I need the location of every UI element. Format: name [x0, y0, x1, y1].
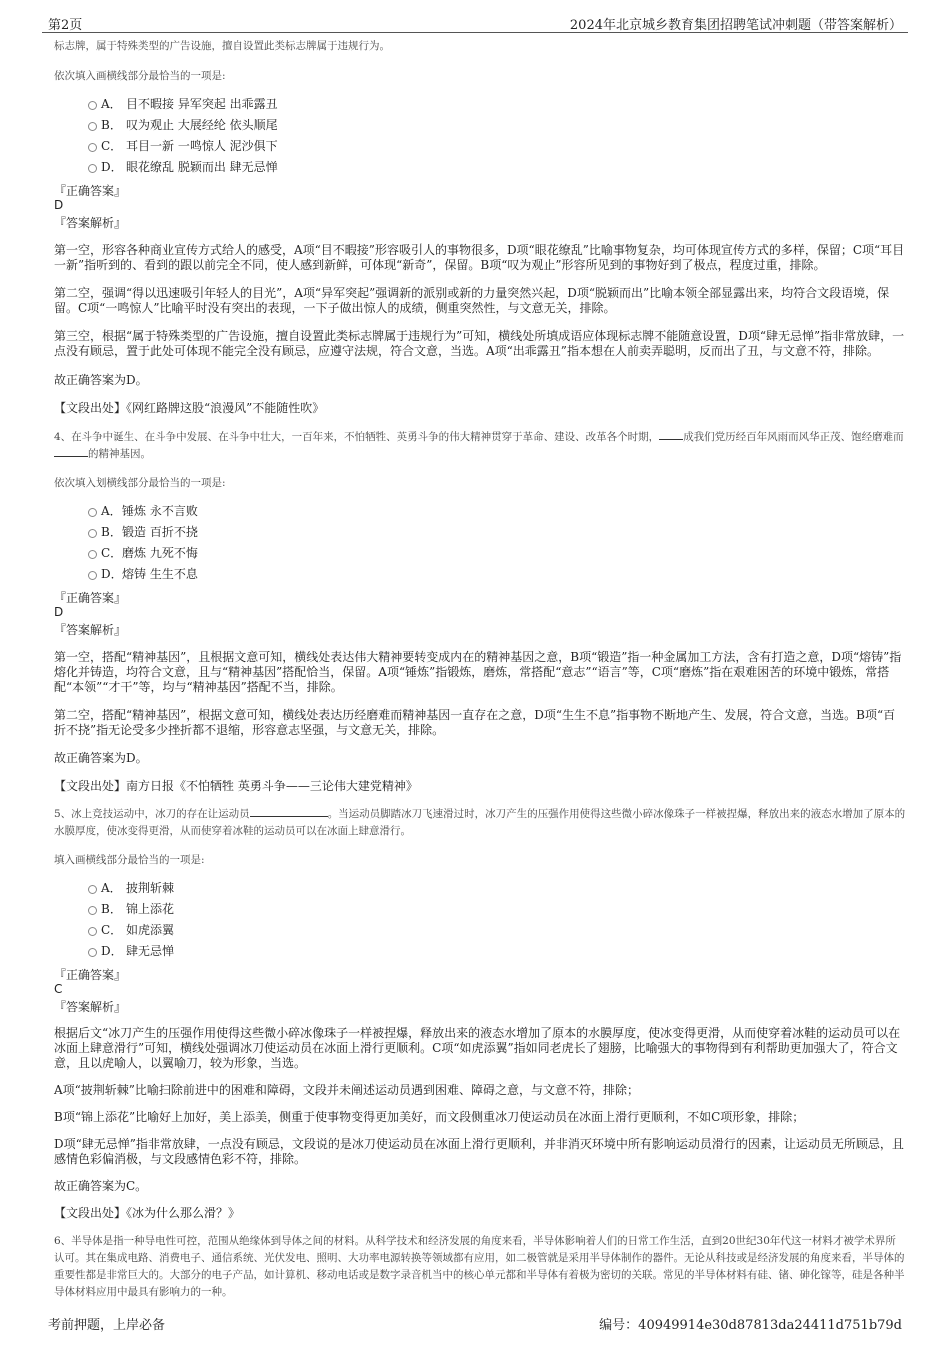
q4-source: 【文段出处】南方日报《不怕牺牲 英勇斗争——三论伟大建党精神》	[54, 779, 418, 793]
q5-conclusion: 故正确答案为C。	[54, 1179, 148, 1193]
radio-icon[interactable]	[88, 550, 97, 559]
q4-analysis-para: 第一空，搭配“精神基因”，且根据文意可知，横线处表达伟大精神要转变成内在的精神基因之意，B项“锻造”指一种金属加工方法，含有打造之意，D项“熔铸”指熔化并铸造，均符合文意，且与“精神基因”搭配恰当，保留。A项“锤炼”指锻炼，磨炼，常搭配“意志”“语言”等，C项“磨炼”指在艰难困苦的环境中锻炼，常搭配“本领”“才干”等，均与“精神基因”搭配不当，排除。	[54, 650, 902, 694]
radio-icon[interactable]	[88, 885, 97, 894]
q5-analysis-label: 『答案解析』	[54, 1000, 127, 1014]
q4-options	[54, 501, 906, 585]
q5-option-a[interactable]: A． 披荆斩棘	[54, 878, 906, 899]
q3-source: 【文段出处】《网红路牌这股“浪漫风”不能随性吹》	[54, 401, 325, 415]
blank	[54, 446, 88, 457]
radio-icon[interactable]	[88, 122, 97, 131]
radio-icon[interactable]	[88, 948, 97, 957]
radio-icon[interactable]	[88, 529, 97, 538]
q5-analysis-para: 根据后文“冰刀产生的压强作用使得这些微小碎冰像珠子一样被捏爆，释放出来的液态水增加了原本的水膜厚度，使冰变得更滑，从而使穿着冰鞋的运动员可以在冰面上肆意滑行”可知，横线处强调冰刀使运动员在冰面上滑行更顺利。C项“如虎添翼”指如同老虎长了翅膀，比喻强大的事物得到有利帮助更加强大了，符合文意，且以虎喻人，以翼喻刀，较为形象，当选。	[54, 1026, 901, 1070]
q5-analysis-para: A项“披荆斩棘”比喻扫除前进中的困难和障碍，文段并未阐述运动员遇到困难、障碍之意，与文意不符，排除；	[54, 1083, 639, 1097]
q3-analysis-label: 『答案解析』	[54, 216, 127, 230]
q5-option-c[interactable]: C． 如虎添翼	[54, 920, 906, 941]
q4-option-a[interactable]: A． 锤炼 永不言败	[54, 501, 906, 522]
q3-analysis-para: 第二空，强调“得以迅速吸引年轻人的目光”，A项“异军突起”强调新的派别或新的力量突然兴起，D项“脱颖而出”比喻本领全部显露出来，均符合文段语境，保留。C项“一鸣惊人”比喻平时没有突出的表现，一下子做出惊人的成绩，侧重突然性，与文意无关，排除。	[54, 286, 890, 315]
q3-answer: D	[54, 198, 64, 212]
q5-prompt: 填入画横线部分最恰当的一项是:	[54, 854, 205, 866]
q5-options	[54, 878, 906, 962]
q6-stem: 6、半导体是指一种导电性可控，范围从绝缘体到导体之间的材料。从科学技术和经济发展的角度来看，半导体影响着人们的日常工作生活，直到20世纪30年代这一材料才被学术界所认可。其在集成电路、消费电子、通信系统、光伏发电、照明、大功率电源转换等领域都有应用，如二极管就是采用半导体制作的器件。无论从科技或是经济发展的角度来看，半导体的重要性都是非常巨大的。大部分的电子产品，如计算机、移动电话或是数字录音机当中的核心单元都和半导体有着极为密切的关联。常见的半导体材料有硅、锗、砷化镓等，硅是各种半导体材料应用中最具有影响力的一种。	[54, 1235, 905, 1298]
document-id: 编号：40949914e30d87813da24411d751b79d	[599, 1318, 902, 1333]
document-body	[54, 38, 906, 1301]
q3-prompt: 依次填入画横线部分最恰当的一项是:	[54, 70, 226, 82]
q5-analysis-para: D项“肆无忌惮”指非常放肆，一点没有顾忌，文段说的是冰刀使运动员在冰面上滑行更顺利，并非消灭环境中所有影响运动员滑行的因素，让运动员无所顾忌，且感情色彩偏消极，与文段感情色彩不符，排除。	[54, 1137, 904, 1166]
radio-icon[interactable]	[88, 164, 97, 173]
q4-analysis-label: 『答案解析』	[54, 623, 127, 637]
q3-option-a[interactable]: A． 目不暇接 异军突起 出乖露丑	[54, 94, 906, 115]
q3-conclusion: 故正确答案为D。	[54, 373, 148, 387]
q4-conclusion: 故正确答案为D。	[54, 751, 148, 765]
q3-option-d[interactable]: D． 眼花缭乱 脱颖而出 肆无忌惮	[54, 157, 906, 178]
q5-stem: 5、冰上竞技运动中，冰刀的存在让运动员 。当运动员脚踏冰刀飞速滑过时，冰刀产生的压强作用使得这些微小碎冰像珠子一样被捏爆，释放出来的液态水增加了原本的水膜厚度，使冰变得更滑，从而使穿着冰鞋的运动员可以在冰面上肆意滑行。	[54, 808, 906, 837]
blank	[659, 429, 683, 440]
q3-option-c[interactable]: C． 耳目一新 一鸣惊人 泥沙俱下	[54, 136, 906, 157]
radio-icon[interactable]	[88, 508, 97, 517]
radio-icon[interactable]	[88, 906, 97, 915]
q4-option-b[interactable]: B． 锻造 百折不挠	[54, 522, 906, 543]
footer-slogan: 考前押题，上岸必备	[48, 1318, 166, 1333]
q3-analysis-para: 第三空，根据“属于特殊类型的广告设施，擅自设置此类标志牌属于违规行为”可知，横线处所填成语应体现标志牌不能随意设置，D项“肆无忌惮”指非常放肆，一点没有顾忌，置于此处可体现不能完全没有顾忌，应遵守法规，符合文意，当选。A项“出乖露丑”指本想在人前卖弄聪明，反而出了丑，与文意不符，排除。	[54, 329, 905, 358]
q3-answer-label: 『正确答案』	[54, 184, 127, 198]
blank	[250, 806, 328, 817]
q3-analysis-para: 第一空，形容各种商业宣传方式给人的感受，A项“目不暇接”形容吸引人的事物很多，D项“眼花缭乱”比喻事物复杂，均可体现宣传方式的多样，保留；C项“耳目一新”指听到的、看到的跟以前完全不同，使人感到新鲜，可体现“新奇”，保留。B项“叹为观止”形容所见到的事物好到了极点，程度过重，排除。	[54, 243, 905, 272]
q5-answer-label: 『正确答案』	[54, 968, 127, 982]
q4-analysis-para: 第二空，搭配“精神基因”，根据文意可知，横线处表达历经磨难而精神基因一直存在之意，D项“生生不息”指事物不断地产生、发展，符合文意，当选。B项“百折不挠”指无论受多少挫折都不退缩，形容意志坚强，与文意无关，排除。	[54, 708, 896, 737]
q5-answer: C	[54, 982, 63, 996]
q4-option-c[interactable]: C． 磨炼 九死不悔	[54, 543, 906, 564]
page-number: 第2页	[48, 18, 83, 33]
q4-prompt: 依次填入划横线部分最恰当的一项是:	[54, 477, 226, 489]
q4-option-d[interactable]: D． 熔铸 生生不息	[54, 564, 906, 585]
q3-stem-tail: 标志牌，属于特殊类型的广告设施，擅自设置此类标志牌属于违规行为。	[54, 40, 390, 52]
q5-analysis-para: B项“锦上添花”比喻好上加好，美上添美，侧重于使事物变得更加美好，而文段侧重冰刀使运动员在冰面上滑行更顺利，不如C项形象，排除；	[54, 1110, 805, 1124]
document-title: 2024年北京城乡教育集团招聘笔试冲刺题（带答案解析）	[569, 18, 902, 33]
q4-answer: D	[54, 605, 64, 619]
q5-source: 【文段出处】《冰为什么那么滑？》	[54, 1206, 241, 1220]
q4-stem: 4、在斗争中诞生、在斗争中发展、在斗争中壮大，一百年来，不怕牺牲、英勇斗争的伟大精神贯穿于革命、建设、改革各个时期， 成我们党历经百年风雨而风华正茂、饱经磨难而的精神基因。	[54, 431, 904, 460]
radio-icon[interactable]	[88, 101, 97, 110]
q3-options	[54, 94, 906, 178]
q5-option-b[interactable]: B． 锦上添花	[54, 899, 906, 920]
radio-icon[interactable]	[88, 927, 97, 936]
q5-option-d[interactable]: D． 肆无忌惮	[54, 941, 906, 962]
q4-answer-label: 『正确答案』	[54, 591, 127, 605]
page-header	[42, 12, 908, 33]
radio-icon[interactable]	[88, 571, 97, 580]
q3-option-b[interactable]: B． 叹为观止 大展经纶 依头顺尾	[54, 115, 906, 136]
radio-icon[interactable]	[88, 143, 97, 152]
